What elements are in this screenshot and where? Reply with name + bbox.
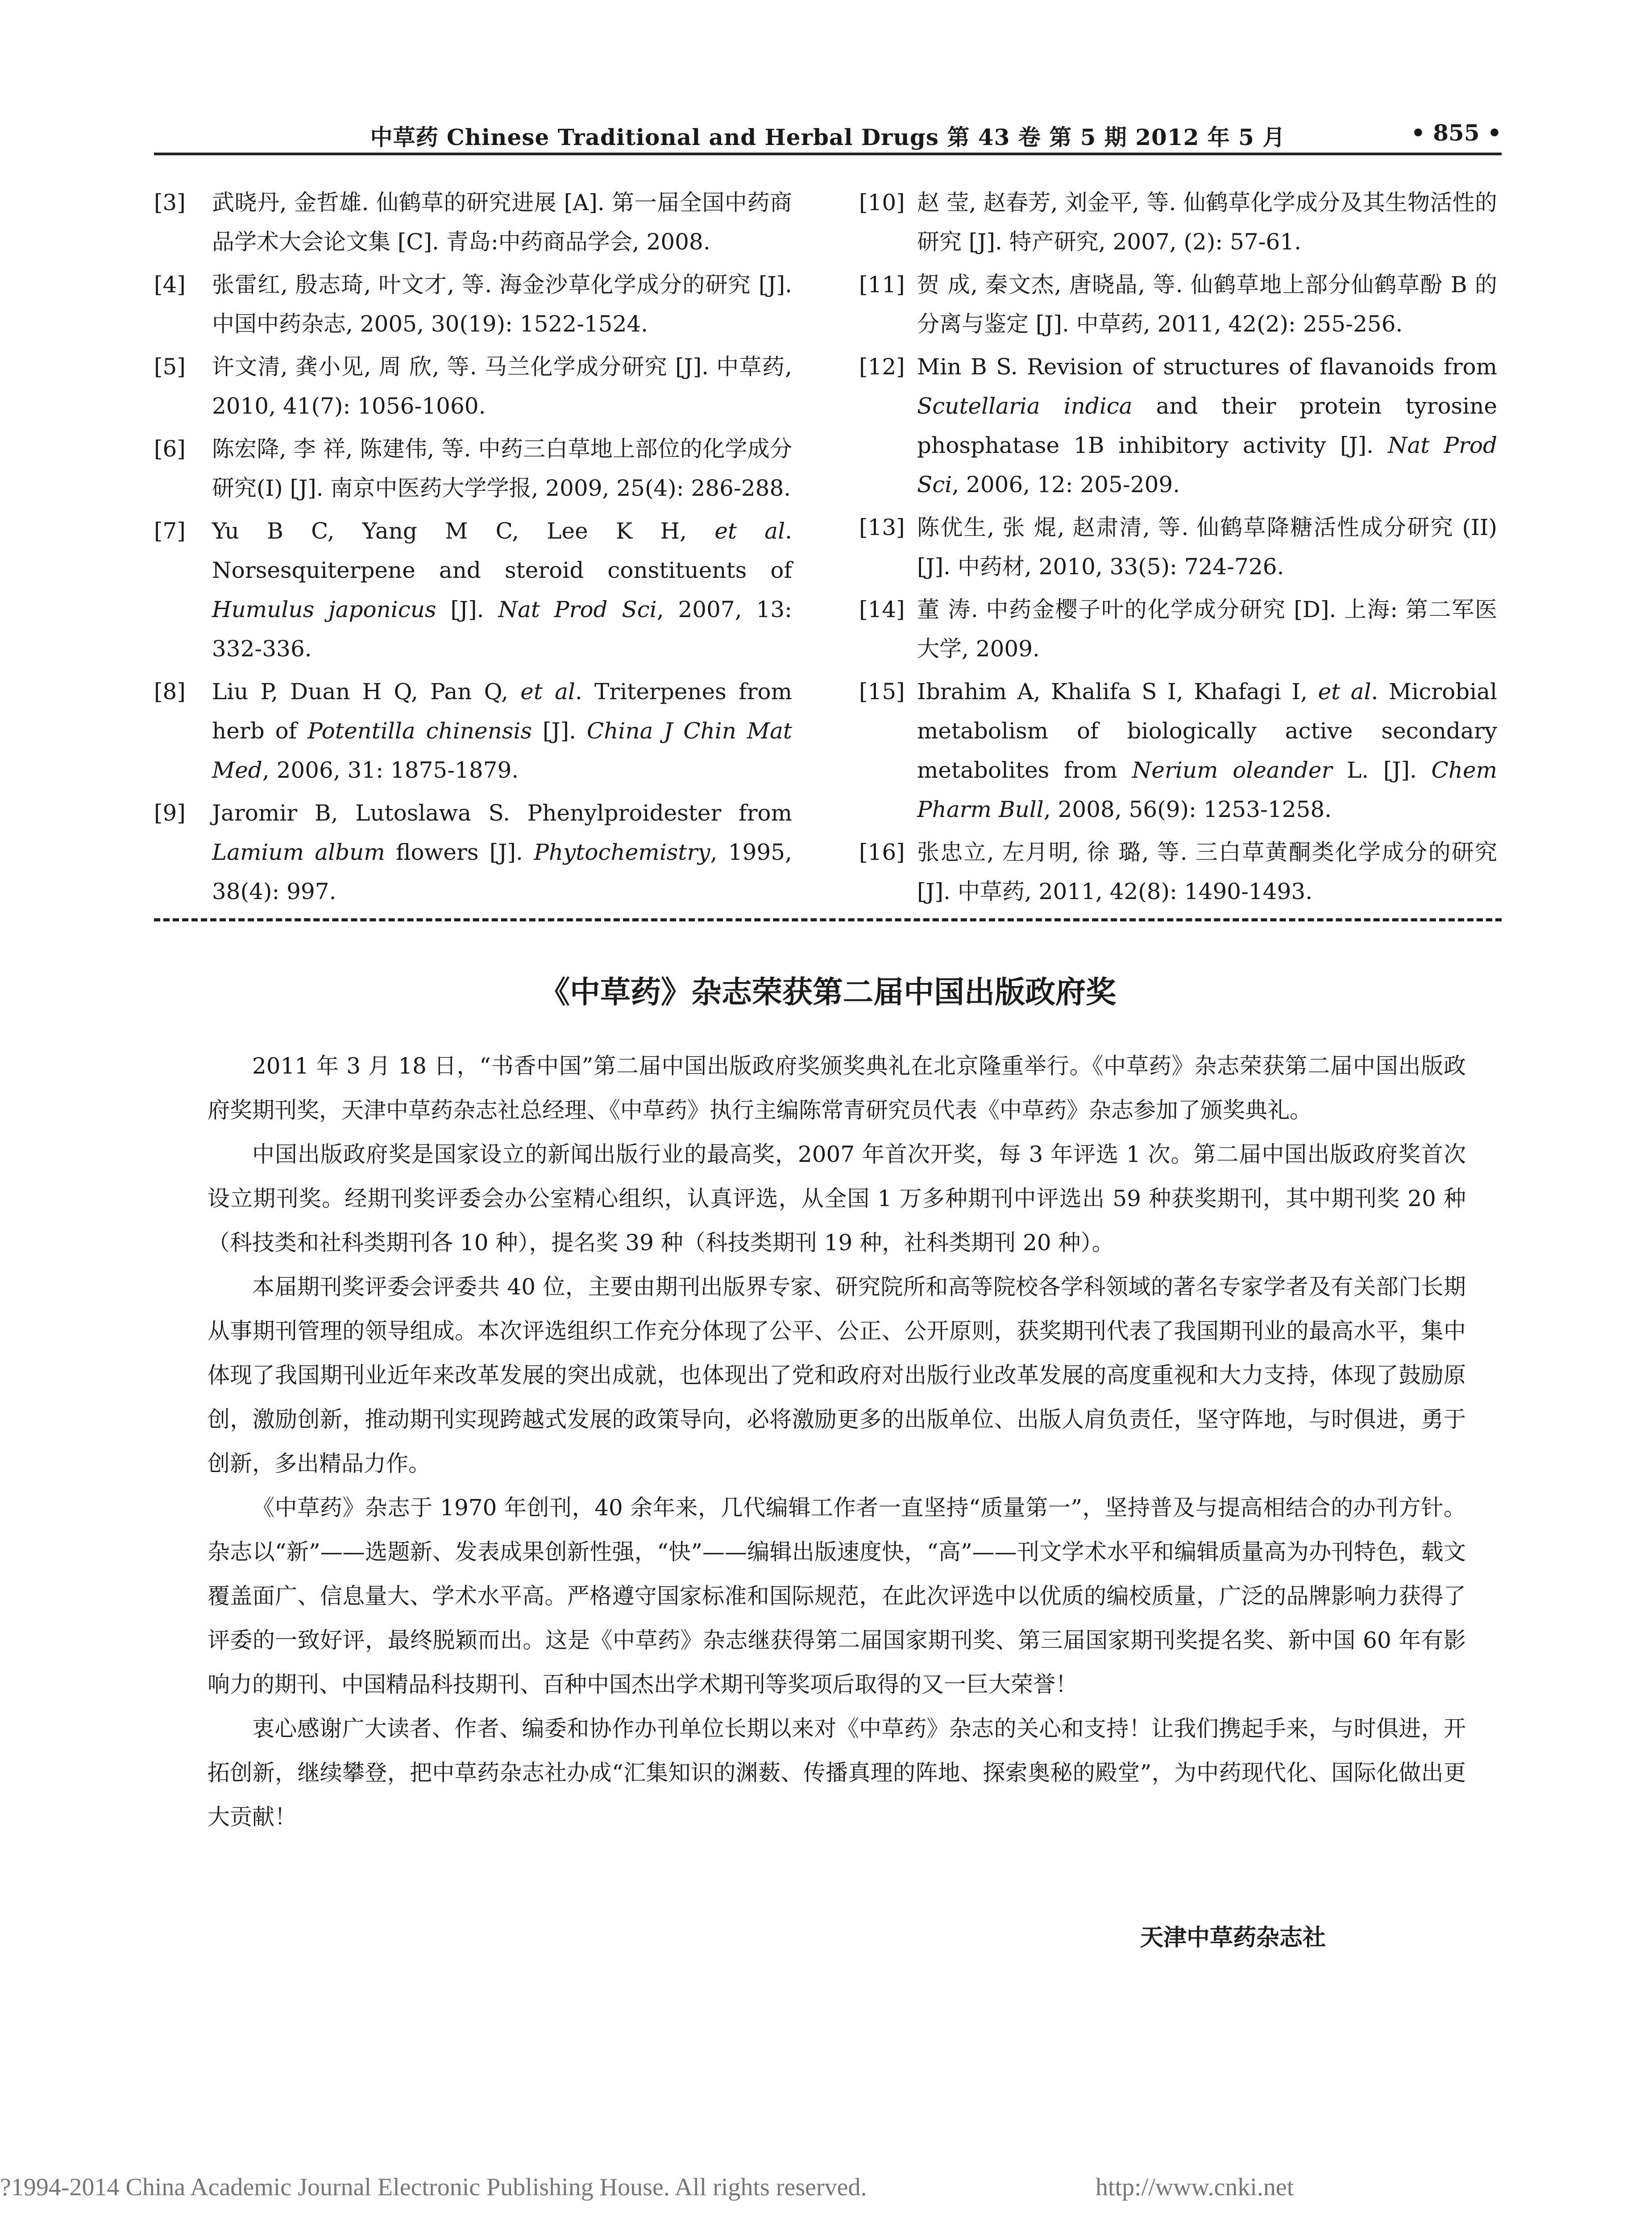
reference-text: Ibrahim A, Khalifa S I, Khafagi I, et al. Microbial metabolism of biologically active secondary metabolites from Nerium oleander L. [J]. Chem Pharm Bull, 2008, 56(9): 1253-1258. xyxy=(917,679,1498,822)
reference-item xyxy=(154,793,792,911)
footer-link[interactable]: http://www.cnki.net xyxy=(1096,2173,1294,2201)
reference-item xyxy=(154,511,792,668)
reference-item xyxy=(154,347,792,426)
reference-item xyxy=(859,347,1497,504)
reference-number: [8] xyxy=(154,679,186,705)
reference-number: [4] xyxy=(154,272,186,298)
reference-item xyxy=(154,429,792,508)
page-number: • 855 • xyxy=(1411,120,1502,146)
journal-header: 中草药 Chinese Traditional and Herbal Drugs 第 43 卷 第 5 期 2012 年 5 月 xyxy=(370,124,1286,150)
reference-text: 贺 成, 秦文杰, 唐晓晶, 等. 仙鹤草地上部分仙鹤草酚 B 的分离与鉴定 [J]. 中草药, 2011, 42(2): 255-256. xyxy=(917,272,1497,337)
announcement-paragraph: 中国出版政府奖是国家设立的新闻出版行业的最高奖，2007 年首次开奖，每 3 年评选 1 次。第二届中国出版政府奖首次设立期刊奖。经期刊奖评委会办公室精心组织，认真评选，从全国 1 万多种期刊中评选出 59 种获奖期刊，其中期刊奖 20 种（科技类和社科类期刊各 10 种），提名奖 39 种（科技类期刊 19 种，社科类期刊 20 种）。 xyxy=(208,1141,1466,1256)
reference-number: [16] xyxy=(859,839,905,865)
reference-list-left xyxy=(154,183,792,915)
reference-number: [5] xyxy=(154,354,186,380)
reference-item xyxy=(154,265,792,344)
announcement-paragraph: 《中草药》杂志于 1970 年创刊，40 余年来，几代编辑工作者一直坚持“质量第一”，坚持普及与提高相结合的办刊方针。杂志以“新”——选题新、发表成果创新性强，“快”——编辑出版速度快，“高”——刊文学术水平和编辑质量高为办刊特色，载文覆盖面广、信息量大、学术水平高。严格遵守国家标准和国际规范，在此次评选中以优质的编校质量，广泛的品牌影响力获得了评委的一致好评，最终脱颖而出。这是《中草药》杂志继获得第二届国家期刊奖、第三届国家期刊奖提名奖、新中国 60 年有影响力的期刊、中国精品科技期刊、百种中国杰出学术期刊等奖项后取得的又一巨大荣誉！ xyxy=(208,1495,1466,1697)
reference-number: [15] xyxy=(859,679,905,705)
reference-item xyxy=(859,672,1497,829)
reference-text: 陈宏降, 李 祥, 陈建伟, 等. 中药三白草地上部位的化学成分研究(I) [J]. 南京中医药大学学报, 2009, 25(4): 286-288. xyxy=(212,436,792,501)
reference-number: [3] xyxy=(154,190,186,216)
reference-text: 张忠立, 左月明, 徐 璐, 等. 三白草黄酮类化学成分的研究 [J]. 中草药, 2011, 42(8): 1490-1493. xyxy=(917,839,1497,904)
reference-item xyxy=(859,508,1497,586)
announcement-paragraph: 2011 年 3 月 18 日，“书香中国”第二届中国出版政府奖颁奖典礼在北京隆重举行。《中草药》杂志荣获第二届中国出版政府奖期刊奖，天津中草药杂志社总经理、《中草药》执行主编陈常青研究员代表《中草药》杂志参加了颁奖典礼。 xyxy=(208,1053,1466,1123)
reference-text: 陈优生, 张 焜, 赵肃清, 等. 仙鹤草降糖活性成分研究 (II) [J]. 中药材, 2010, 33(5): 724-726. xyxy=(917,514,1497,580)
reference-item xyxy=(859,590,1497,668)
reference-text: Min B S. Revision of structures of flavanoids from Scutellaria indica and their protein tyrosine phosphatase 1B inhibitory activity [J]. Nat Prod Sci, 2006, 12: 205-209. xyxy=(917,354,1497,498)
announcement-paragraph: 衷心感谢广大读者、作者、编委和协作办刊单位长期以来对《中草药》杂志的关心和支持！让我们携起手来，与时俱进，开拓创新，继续攀登，把中草药杂志社办成“汇集知识的渊薮、传播真理的阵地、探索奥秘的殿堂”，为中药现代化、国际化做出更大贡献！ xyxy=(208,1716,1466,1830)
reference-text: 董 涛. 中药金樱子叶的化学成分研究 [D]. 上海: 第二军医大学, 2009. xyxy=(917,597,1497,662)
reference-number: [13] xyxy=(859,514,905,540)
copyright-notice: ?1994-2014 China Academic Journal Electronic Publishing House. All rights reserved. xyxy=(0,2173,867,2201)
reference-number: [11] xyxy=(859,272,905,298)
reference-item xyxy=(859,833,1497,911)
reference-number: [9] xyxy=(154,800,186,826)
announcement-signature: 天津中草药杂志社 xyxy=(1140,1924,1326,1951)
announcement-paragraph: 本届期刊奖评委会评委共 40 位，主要由期刊出版界专家、研究院所和高等院校各学科领域的著名专家学者及有关部门长期从事期刊管理的领导组成。本次评选组织工作充分体现了公平、公正、公开原则，获奖期刊代表了我国期刊业的最高水平，集中体现了我国期刊业近年来改革发展的突出成就，也体现出了党和政府对出版行业改革发展的高度重视和大力支持，体现了鼓励原创，激励创新，推动期刊实现跨越式发展的政策导向，必将激励更多的出版单位、出版人肩负责任，坚守阵地，与时俱进，勇于创新，多出精品力作。 xyxy=(208,1274,1466,1476)
reference-text: 武晓丹, 金哲雄. 仙鹤草的研究进展 [A]. 第一届全国中药商品学术大会论文集 [C]. 青岛:中药商品学会, 2008. xyxy=(212,190,792,255)
reference-number: [14] xyxy=(859,597,905,622)
reference-item xyxy=(154,183,792,261)
reference-item xyxy=(859,183,1497,261)
announcement-body xyxy=(208,1044,1466,1839)
reference-list-right xyxy=(859,183,1497,915)
running-header xyxy=(154,117,1502,153)
reference-number: [6] xyxy=(154,436,186,462)
reference-text: 许文清, 龚小见, 周 欣, 等. 马兰化学成分研究 [J]. 中草药, 2010, 41(7): 1056-1060. xyxy=(212,354,792,419)
header-rule xyxy=(154,153,1502,155)
reference-text: Jaromir B, Lutoslawa S. Phenylproidester from Lamium album flowers [J]. Phytochemistry, 1995, 38(4): 997. xyxy=(212,800,792,904)
reference-item xyxy=(154,672,792,790)
reference-text: Liu P, Duan H Q, Pan Q, et al. Triterpenes from herb of Potentilla chinensis [J]. China J Chin Mat Med, 2006, 31: 1875-1879. xyxy=(212,679,792,783)
reference-number: [12] xyxy=(859,354,905,380)
reference-item xyxy=(859,265,1497,344)
announcement-title: 《中草药》杂志荣获第二届中国出版政府奖 xyxy=(539,975,1116,1010)
reference-text: 张雷红, 殷志琦, 叶文才, 等. 海金沙草化学成分的研究 [J]. 中国中药杂志, 2005, 30(19): 1522-1524. xyxy=(212,272,792,337)
reference-text: 赵 莹, 赵春芳, 刘金平, 等. 仙鹤草化学成分及其生物活性的研究 [J]. 特产研究, 2007, (2): 57-61. xyxy=(917,190,1497,255)
reference-number: [7] xyxy=(154,518,186,544)
reference-text: Yu B C, Yang M C, Lee K H, et al. Norsesquiterpene and steroid constituents of Humulus japonicus [J]. Nat Prod Sci, 2007, 13: 332-336. xyxy=(212,518,792,662)
reference-number: [10] xyxy=(859,190,905,216)
section-separator xyxy=(154,918,1502,921)
